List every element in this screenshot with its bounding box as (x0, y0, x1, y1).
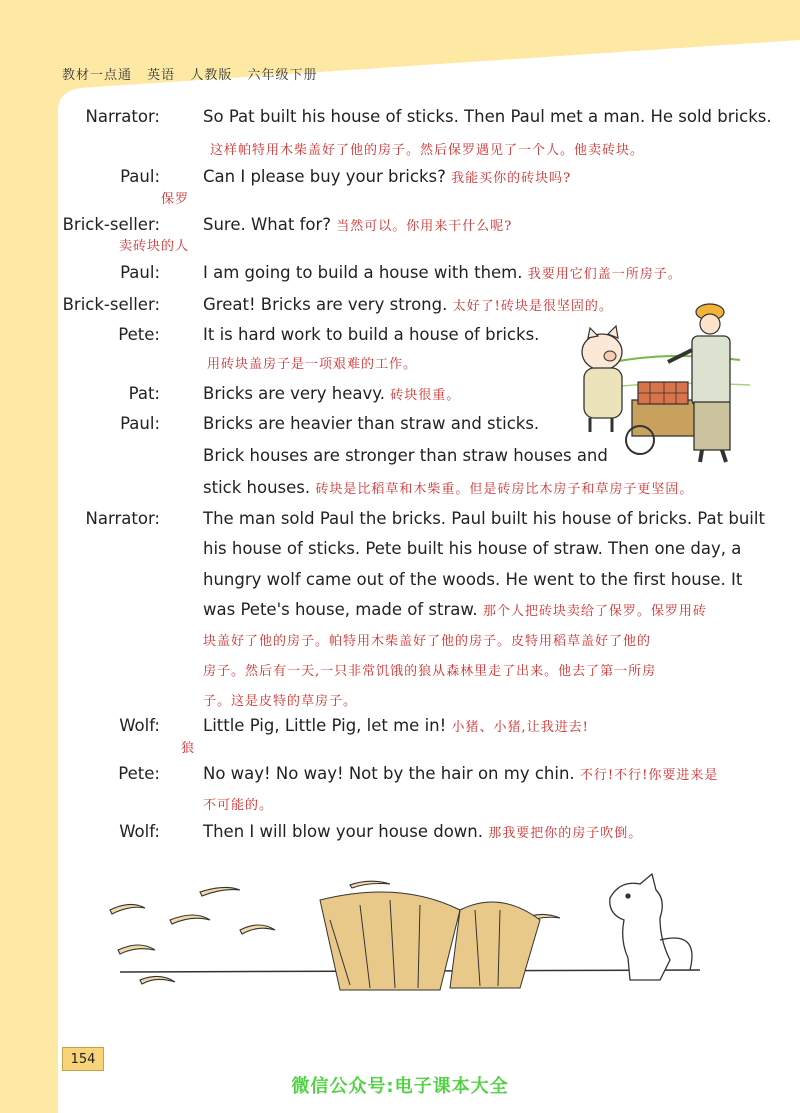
line-content (203, 446, 608, 465)
speaker-name: Narrator: (85, 107, 160, 126)
line-content (203, 690, 357, 709)
english-text: I am going to build a house with them. (203, 263, 523, 282)
speaker-name: Wolf: (119, 822, 160, 841)
english-text: Little Pig, Little Pig, let me in! (203, 716, 447, 735)
wolf-icon (610, 874, 692, 980)
english-text: Bricks are heavier than straw and sticks. (203, 414, 540, 433)
chinese-translation: 这样帕特用木柴盖好了他的房子。然后保罗遇见了一个人。他卖砖块。 (210, 143, 645, 158)
pig-icon (582, 326, 622, 432)
speaker-name: Pat: (128, 384, 160, 403)
chinese-translation: 砖块很重。 (390, 388, 461, 403)
speaker-name: Narrator: (85, 509, 160, 528)
chinese-translation: 子。这是皮特的草房子。 (203, 694, 358, 709)
line-content (203, 295, 613, 314)
chinese-translation: 那个人把砖块卖给了保罗。保罗用砖 (482, 604, 707, 619)
line-content (203, 539, 741, 558)
chinese-translation: 我要用它们盖一所房子。 (527, 267, 682, 282)
line-content (203, 764, 718, 783)
english-text: Can I please buy your bricks? (203, 167, 446, 186)
line-content (203, 107, 772, 126)
line-content (203, 509, 765, 528)
chinese-translation: 太好了!砖块是很坚固的。 (452, 299, 613, 314)
english-text: No way! No way! Not by the hair on my chin. (203, 764, 575, 783)
speaker-name: Paul: (120, 414, 160, 433)
english-text: Great! Bricks are very strong. (203, 295, 448, 314)
speaker-name: Pete: (118, 764, 160, 783)
speaker-name: Paul: (120, 167, 160, 186)
line-content (207, 353, 417, 372)
speaker-note-brick-seller: 卖砖块的人 (118, 239, 189, 254)
line-content (203, 325, 539, 344)
page-number: 154 (62, 1047, 104, 1071)
line-content (203, 822, 642, 841)
english-text: Then I will blow your house down. (203, 822, 484, 841)
english-text: his house of sticks. Pete built his house of straw. Then one day, a (203, 539, 742, 558)
header-subject: 英语 (147, 68, 176, 83)
header-grade: 六年级下册 (247, 68, 318, 83)
header-book: 教材一点通 (62, 68, 133, 83)
line-content (203, 716, 589, 735)
english-text: Bricks are very heavy. (203, 384, 385, 403)
speaker-name: Pete: (118, 325, 160, 344)
english-text: Sure. What for? (203, 215, 332, 234)
chinese-translation: 小猪、小猪,让我进去! (451, 720, 589, 735)
line-content (203, 167, 571, 186)
english-text: Brick houses are stronger than straw houses and (203, 446, 608, 465)
line-content (203, 570, 742, 589)
line-content (203, 384, 460, 403)
speaker-name: Brick-seller: (62, 215, 160, 234)
line-content (203, 263, 682, 282)
chinese-translation: 用砖块盖房子是一项艰难的工作。 (207, 357, 418, 372)
english-text: was Pete's house, made of straw. (203, 600, 478, 619)
wolf-straw-house-illustration (100, 870, 720, 1020)
chinese-translation: 我能买你的砖块吗? (451, 171, 572, 186)
line-content (203, 794, 273, 813)
speaker-name: Brick-seller: (62, 295, 160, 314)
line-content (203, 215, 512, 234)
speaker-name: Wolf: (119, 716, 160, 735)
chinese-translation: 块盖好了他的房子。帕特用木柴盖好了他的房子。皮特用稻草盖好了他的 (203, 634, 652, 649)
english-text: So Pat built his house of sticks. Then Paul met a man. He sold bricks. (203, 107, 772, 126)
english-text: It is hard work to build a house of bricks. (203, 325, 540, 344)
straw-house-icon (320, 892, 540, 990)
english-text: stick houses. (203, 478, 311, 497)
line-content (203, 600, 707, 619)
speaker-note-wolf: 狼 (180, 741, 195, 756)
line-content (203, 660, 656, 679)
line-content (203, 630, 651, 649)
line-content (203, 414, 539, 433)
speaker-name: Paul: (120, 263, 160, 282)
watermark: 微信公众号:电子课本大全 (291, 1076, 509, 1097)
brick-seller-illustration (560, 290, 760, 470)
chinese-translation: 那我要把你的房子吹倒。 (488, 826, 643, 841)
page-header (62, 64, 327, 83)
line-content (203, 478, 693, 497)
speaker-note-paul: 保罗 (160, 192, 189, 207)
line-content (210, 139, 644, 158)
chinese-translation: 不行!不行!你要进来是 (579, 768, 719, 783)
chinese-translation: 当然可以。你用来干什么呢? (336, 219, 513, 234)
english-text: The man sold Paul the bricks. Paul built his house of bricks. Pat built (203, 509, 765, 528)
header-edition: 人教版 (190, 68, 233, 83)
chinese-translation: 砖块是比稻草和木柴重。但是砖房比木房子和草房子更坚固。 (315, 482, 694, 497)
chinese-translation: 房子。然后有一天,一只非常饥饿的狼从森林里走了出来。他去了第一所房 (203, 664, 657, 679)
english-text: hungry wolf came out of the woods. He went to the first house. It (203, 570, 743, 589)
chinese-translation: 不可能的。 (203, 798, 274, 813)
